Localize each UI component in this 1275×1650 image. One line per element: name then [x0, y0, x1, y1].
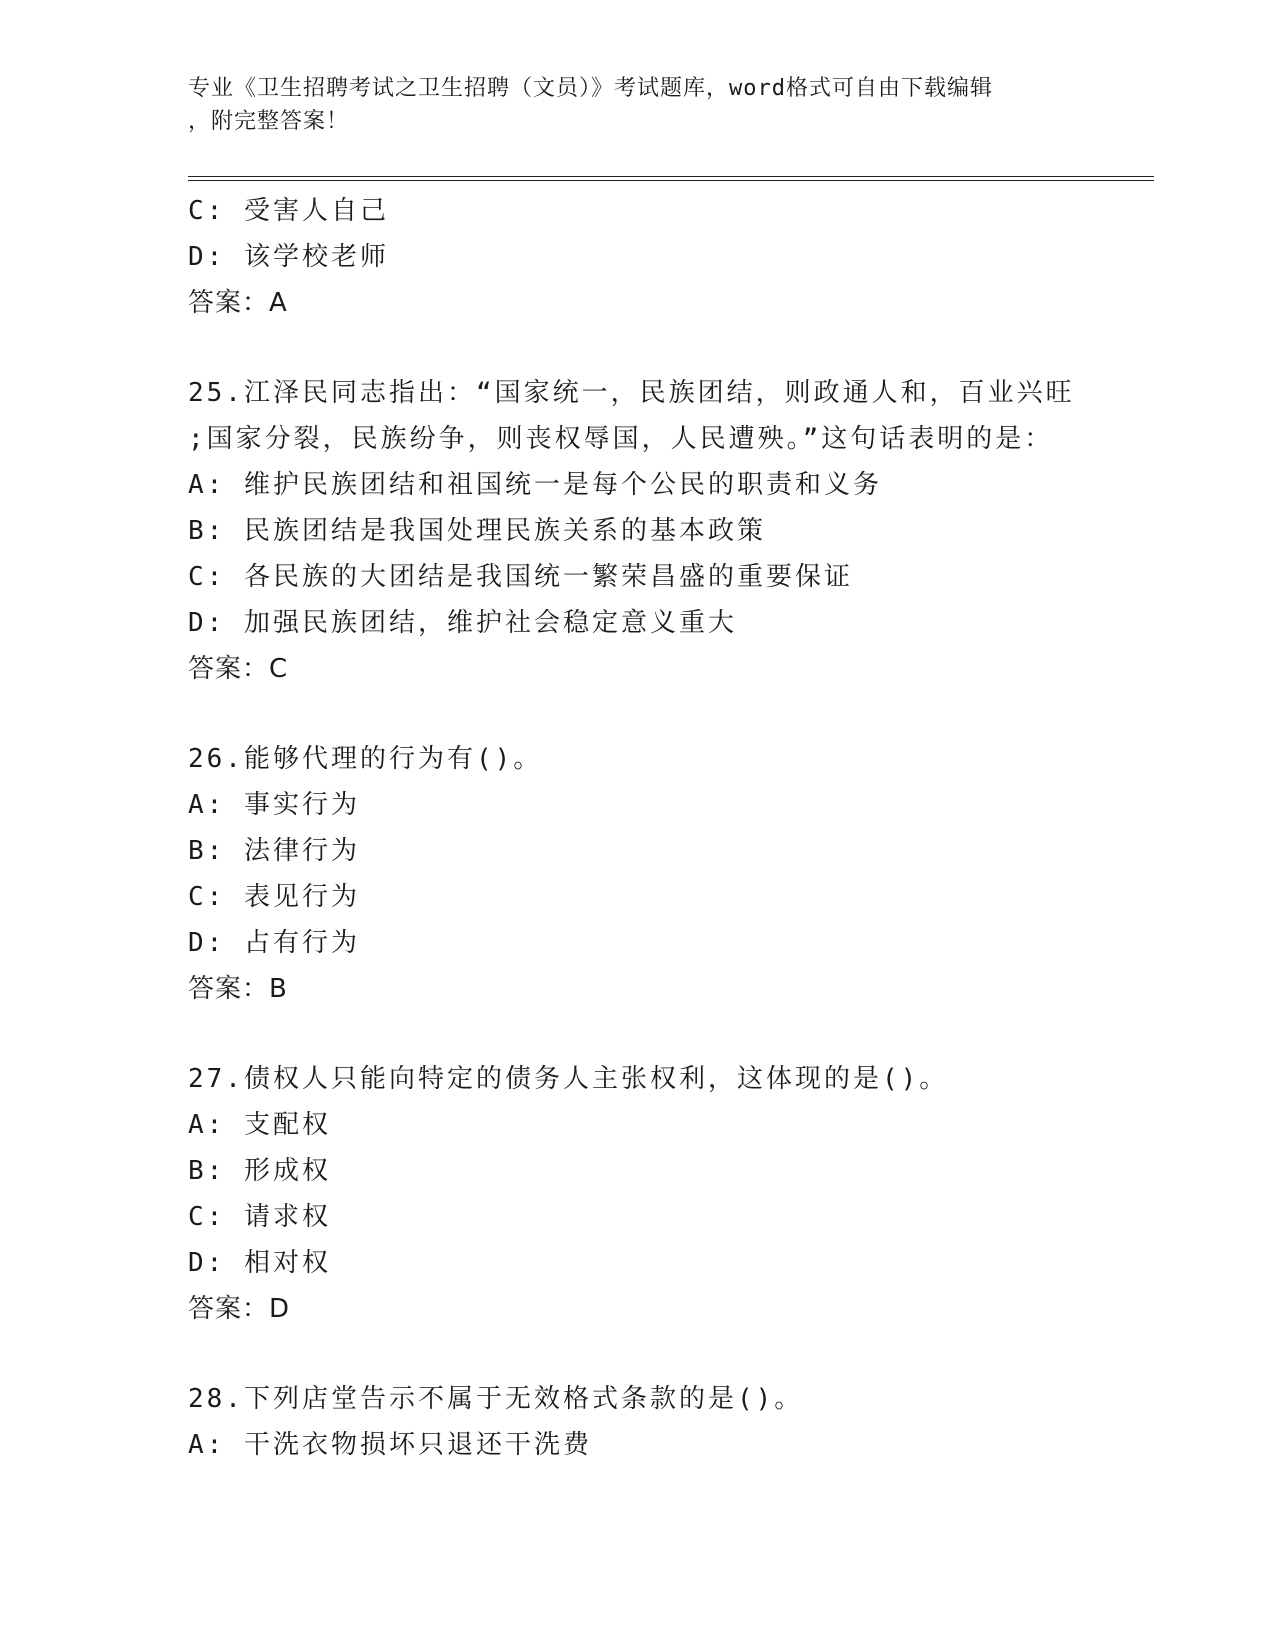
option-c: C: 各民族的大团结是我国统一繁荣昌盛的重要保证: [188, 562, 853, 592]
option-d: D: 加强民族团结，维护社会稳定意义重大: [188, 608, 737, 638]
question-24-continued: [188, 188, 1088, 326]
question-26: [188, 736, 1088, 1012]
question-stem: 27.债权人只能向特定的债务人主张权利，这体现的是()。: [188, 1064, 949, 1094]
header-line-2: ，附完整答案！: [188, 109, 350, 134]
header-divider: [188, 176, 1154, 181]
header-line-1: 专业《卫生招聘考试之卫生招聘（文员）》考试题库，word格式可自由下载编辑: [188, 76, 993, 101]
question-list: [188, 188, 1088, 1468]
option-b: B: 法律行为: [188, 836, 360, 866]
document-header: [188, 72, 1068, 138]
answer: 答案：C: [188, 654, 289, 684]
answer: 答案：D: [188, 1294, 291, 1324]
option-d: D: 相对权: [188, 1248, 331, 1278]
option-d: D: 占有行为: [188, 928, 360, 958]
option-b: B: 民族团结是我国处理民族关系的基本政策: [188, 516, 766, 546]
option-d: D: 该学校老师: [188, 242, 389, 272]
question-stem-continued: ;国家分裂，民族纷争，则丧权辱国，人民遭殃。”这句话表明的是：: [188, 424, 1054, 454]
option-c: C: 受害人自己: [188, 196, 389, 226]
question-28: [188, 1376, 1088, 1468]
option-a: A: 事实行为: [188, 790, 360, 820]
question-25: [188, 370, 1088, 692]
question-stem: 28.下列店堂告示不属于无效格式条款的是()。: [188, 1384, 804, 1414]
question-27: [188, 1056, 1088, 1332]
option-b: B: 形成权: [188, 1156, 331, 1186]
question-stem: 25.江泽民同志指出：“国家统一，民族团结，则政通人和，百业兴旺: [188, 378, 1075, 408]
option-a: A: 支配权: [188, 1110, 331, 1140]
answer: 答案：A: [188, 288, 288, 318]
question-stem: 26.能够代理的行为有()。: [188, 744, 543, 774]
answer: 答案：B: [188, 974, 288, 1004]
option-a: A: 维护民族团结和祖国统一是每个公民的职责和义务: [188, 470, 882, 500]
option-c: C: 表见行为: [188, 882, 360, 912]
option-a: A: 干洗衣物损坏只退还干洗费: [188, 1430, 592, 1460]
option-c: C: 请求权: [188, 1202, 331, 1232]
